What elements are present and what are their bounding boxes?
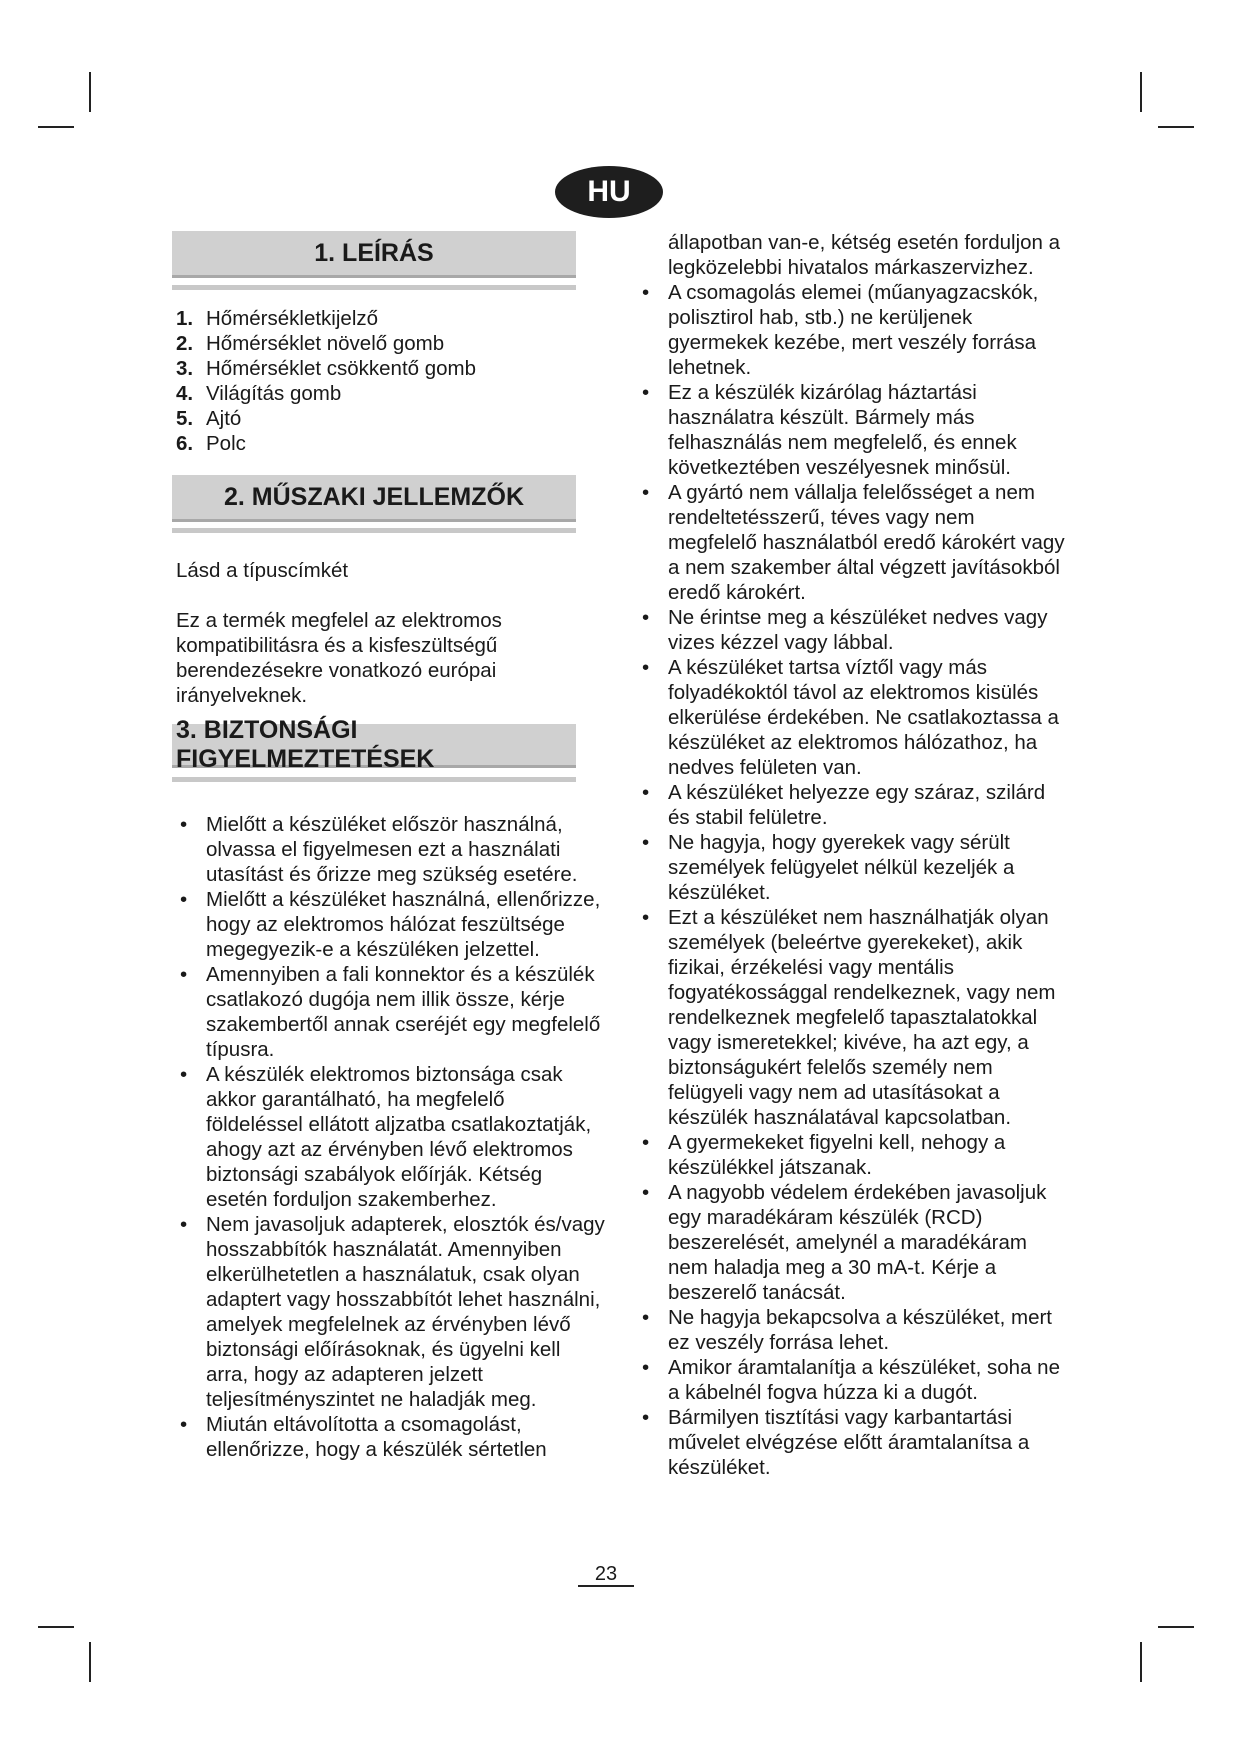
bullet-icon: • — [642, 481, 650, 504]
crop-mark — [38, 126, 74, 128]
bullet-icon: • — [642, 1356, 650, 1379]
specs-note: Lásd a típuscímkét — [176, 559, 349, 582]
warning-item — [628, 1180, 1068, 1305]
parts-list-item — [176, 381, 476, 406]
parts-list-item — [176, 306, 476, 331]
item-number: 6. — [176, 432, 194, 455]
item-number: 1. — [176, 307, 194, 330]
bullet-icon: • — [642, 1406, 650, 1429]
compliance-text: Ez a termék megfelel az elektromos kompatibilitásra és a kisfeszültségű berendezésekre vonatkozó európai irányelveknek. — [176, 609, 502, 707]
warning-text: Miután eltávolította a csomagolást, ellenőrizze, hogy a készülék sértetlen — [206, 1413, 547, 1461]
item-number: 2. — [176, 332, 194, 355]
warning-item — [628, 280, 1068, 380]
crop-mark — [1140, 72, 1142, 112]
warning-item — [628, 480, 1068, 605]
item-label: Polc — [206, 432, 246, 455]
warning-text: A készüléket helyezze egy száraz, szilárd és stabil felületre. — [668, 781, 1046, 829]
item-label: Világítás gomb — [206, 382, 342, 405]
parts-list-item — [176, 331, 476, 356]
bullet-icon: • — [642, 281, 650, 304]
bullet-icon: • — [180, 1063, 188, 1086]
continuation-text: állapotban van-e, kétség esetén forduljon a legközelebbi hivatalos márkaszervizhez. — [668, 231, 1061, 279]
warning-item — [166, 1412, 606, 1462]
warning-text: A készüléket tartsa víztől vagy más folyadékoktól távol az elektromos kisülés elkerülése érdekében. Ne csatlakoztassa a készüléket az elektromos hálózathoz, ha nedves felületen van. — [668, 656, 1059, 779]
bullet-icon: • — [642, 606, 650, 629]
warning-text: Amennyiben a fali konnektor és a készülék csatlakozó dugója nem illik össze, kérje szakembertől annak cseréjét egy megfelelő típusra. — [206, 963, 601, 1061]
bullet-icon: • — [180, 813, 188, 836]
warning-item — [628, 905, 1068, 1130]
bullet-icon: • — [180, 888, 188, 911]
warning-text: A nagyobb védelem érdekében javasoljuk egy maradékáram készülék (RCD) beszerelését, amelynél a maradékáram nem haladja meg a 30 mA-t. Kérje a beszerelő tanácsát. — [668, 1181, 1047, 1304]
warning-item — [628, 1130, 1068, 1180]
bullet-icon: • — [642, 1181, 650, 1204]
warning-text: Ezt a készüléket nem használhatják olyan személyek (beleértve gyerekeket), akik fizikai, érzékelési vagy mentális fogyatékossággal rendelkeznek, vagy nem rendelkeznek megfelelő tapasztalatokkal vagy ismeretekkel; kivéve, ha azt egy, a biztonságukért felelős személy nem felügyeli vagy nem ad utasításokat a készülék használatával kapcsolatban. — [668, 906, 1056, 1129]
bullet-icon: • — [642, 1306, 650, 1329]
warnings-right-list — [628, 230, 1068, 1480]
crop-mark — [89, 72, 91, 112]
heading-rule — [172, 285, 576, 290]
bullet-icon: • — [180, 1413, 188, 1436]
warning-item — [628, 380, 1068, 480]
warning-item — [166, 962, 606, 1062]
warning-item — [628, 655, 1068, 780]
section-heading-description: 1. LEÍRÁS — [172, 231, 576, 278]
warning-text: A csomagolás elemei (műanyagzacskók, polisztirol hab, stb.) ne kerüljenek gyermekek kezébe, mert veszély forrása lehetnek. — [668, 281, 1039, 379]
parts-list-item — [176, 356, 476, 381]
warning-item — [166, 1212, 606, 1412]
parts-list — [176, 306, 476, 456]
crop-mark — [1158, 1626, 1194, 1628]
heading-rule — [172, 528, 576, 533]
section-heading-safety: 3. BIZTONSÁGI FIGYELMEZTETÉSEK — [172, 724, 576, 768]
language-badge: HU — [555, 166, 663, 218]
warning-item — [166, 1062, 606, 1212]
warning-text: Nem javasoljuk adapterek, elosztók és/vagy hosszabbítók használatát. Amennyiben elkerülhetetlen a használatuk, csak olyan adaptert vagy hosszabbítót lehet használni, amelyek megfelelnek az érvényben lévő biztonsági előírásoknak, és ügyelni kell arra, hogy az adapteren jelzett teljesítményszintet ne haladják meg. — [206, 1213, 605, 1411]
warning-text: Bármilyen tisztítási vagy karbantartási művelet elvégzése előtt áramtalanítsa a készüléket. — [668, 1406, 1030, 1479]
page-number: 23 — [578, 1563, 634, 1587]
warning-item — [628, 830, 1068, 905]
warnings-left-list — [166, 812, 606, 1462]
item-number: 4. — [176, 382, 194, 405]
bullet-icon: • — [180, 963, 188, 986]
warning-text: Mielőtt a készüléket használná, ellenőrizze, hogy az elektromos hálózat feszültsége megegyezik-e a készüléken jelzettel. — [206, 888, 601, 961]
item-label: Hőmérsékletkijelző — [206, 307, 379, 330]
item-label: Hőmérséklet növelő gomb — [206, 332, 445, 355]
crop-mark — [38, 1626, 74, 1628]
warning-text: Ne hagyja, hogy gyerekek vagy sérült személyek felügyelet nélkül kezeljék a készüléket. — [668, 831, 1015, 904]
warning-item — [166, 812, 606, 887]
bullet-icon: • — [642, 381, 650, 404]
crop-mark — [89, 1642, 91, 1682]
warning-item — [166, 887, 606, 962]
bullet-icon: • — [180, 1213, 188, 1236]
bullet-icon: • — [642, 831, 650, 854]
warning-item — [628, 780, 1068, 830]
warning-text: Mielőtt a készüléket először használná, olvassa el figyelmesen ezt a használati utasítást és őrizze meg szükség esetére. — [206, 813, 578, 886]
warning-item — [628, 1405, 1068, 1480]
warning-item — [628, 1305, 1068, 1355]
parts-list-item — [176, 406, 476, 431]
item-number: 5. — [176, 407, 194, 430]
warning-text: Amikor áramtalanítja a készüléket, soha ne a kábelnél fogva húzza ki a dugót. — [668, 1356, 1060, 1404]
bullet-icon: • — [642, 906, 650, 929]
warning-text: Ez a készülék kizárólag háztartási használatra készült. Bármely más felhasználás nem megfelelő, és ennek következtében veszélyesnek minősül. — [668, 381, 1017, 479]
crop-mark — [1140, 1642, 1142, 1682]
warning-item — [628, 605, 1068, 655]
crop-mark — [1158, 126, 1194, 128]
bullet-icon: • — [642, 656, 650, 679]
warning-text: Ne érintse meg a készüléket nedves vagy vizes kézzel vagy lábbal. — [668, 606, 1048, 654]
heading-rule — [172, 777, 576, 782]
item-label: Hőmérséklet csökkentő gomb — [206, 357, 477, 380]
warning-text: A gyártó nem vállalja felelősséget a nem rendeltetésszerű, téves vagy nem megfelelő használatból eredő károkért vagy a nem szakember által végzett javításokból eredő károkért. — [668, 481, 1065, 604]
bullet-icon: • — [642, 1131, 650, 1154]
item-label: Ajtó — [206, 407, 242, 430]
warning-item — [628, 1355, 1068, 1405]
warning-text: Ne hagyja bekapcsolva a készüléket, mert ez veszély forrása lehet. — [668, 1306, 1053, 1354]
bullet-icon: • — [642, 781, 650, 804]
warning-text: A gyermekeket figyelni kell, nehogy a készülékkel játszanak. — [668, 1131, 1006, 1179]
section-heading-specs: 2. MŰSZAKI JELLEMZŐK — [172, 475, 576, 522]
warning-text: A készülék elektromos biztonsága csak akkor garantálható, ha megfelelő földeléssel ellátott aljzatba csatlakoztatják, ahogy azt az érvényben lévő elektromos biztonsági szabályok előírják. Kétség esetén forduljon szakemberhez. — [206, 1063, 592, 1211]
parts-list-item — [176, 431, 476, 456]
item-number: 3. — [176, 357, 194, 380]
